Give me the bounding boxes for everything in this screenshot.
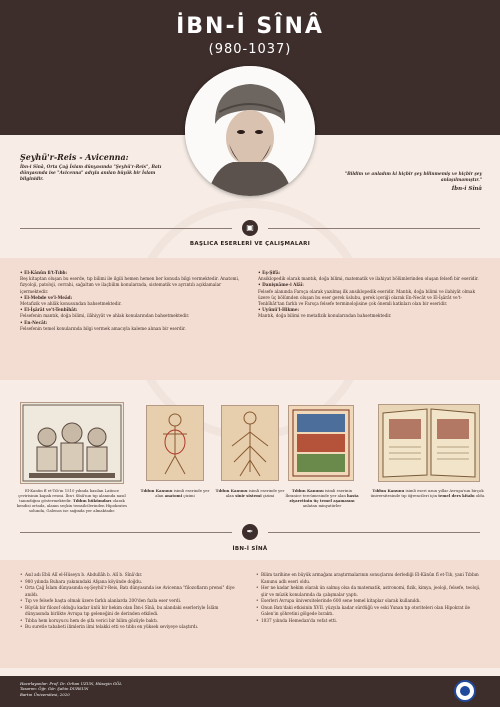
university-logo	[454, 680, 476, 702]
list-item: • Her ne kadar hekim olarak ün salmış olsa da matematik, astronomi, fizik, kimya, jeoloji, felsefe, teoloji, şiir ve müzik konularında da çalışmalar yaptı.	[256, 585, 482, 598]
nervous-system-drawing-image	[221, 405, 279, 481]
list-item: • Asıl adı Ebû Alî el-Hüseyn b. Abdullâh b. Alî b. Sînâ'dır.	[20, 572, 242, 579]
gallery-caption: Tıbbın Kanunu isimli eserinin İbranice tercümesinde yer alan hasta ziyaretinin üç temel aşamasını anlatan minyatürler	[285, 488, 359, 508]
work-name: • Eş-Şifâ:	[258, 270, 281, 275]
book-icon: ▣	[242, 220, 258, 236]
list-item: • Bu suretle tababeti ilimlerin ilmi telakki etti ve tıbbı en yüksek seviyeye ulaştırdı.	[20, 624, 242, 631]
portrait-image	[185, 66, 315, 196]
work-item	[258, 307, 480, 319]
work-desc: Mantık, doğa bilimi ve metafizik konularından bahsetmektedir.	[258, 313, 392, 319]
work-desc: Felsefenin mantık, doğa bilimi, ilâhiyyât ve ahlak konularından bahsetmektedir.	[20, 313, 190, 319]
gallery-caption: Tıbbın Kanunu isimli eserinde yer alan anatomi çizimi	[140, 488, 210, 498]
work-name: • El-İşârât ve't-Tenbîhât:	[20, 307, 78, 313]
work-desc: Beş kitaptan oluşan bu eserde, tıp bilimi ile ilgili hemen hemen her konuda bilgi vermektedir. Anatomi, fizyoloji, patoloji, cerrahi, sağaltım ve ilaçbilim konularında, sistematik ve ayrıntılı açıklamalar içermektedir.	[20, 276, 240, 294]
miniature-image	[288, 405, 354, 481]
intro-heading: Şeyhü'r-Reis - Avicenna:	[20, 152, 129, 162]
credit-design: Tasarım: Öğr. Gör. Şahin DURSUN	[20, 686, 89, 692]
work-desc: Ansiklopedik olarak mantık, doğa bilimi, matematik ve ilahiyat bölümlerinden oluşan felsefi bir eseridir.	[258, 276, 479, 282]
feather-icon: ✒	[242, 524, 258, 540]
work-item	[20, 295, 240, 307]
intro-text: İbn-i Sînâ, Orta Çağ İslam dünyasında "Şeyhü'r-Reis", Batı dünyasında ise "Avicenna" adıyla anılan büyük bir İslam bilginidir.	[20, 165, 162, 182]
credit-authors: Hazırlayanlar: Prof. Dr. Orhan UZUN, Hüseyin GÖL	[20, 681, 122, 686]
work-desc: Metafizik ve ahlâk konusundan bahsetmektedir.	[20, 301, 122, 307]
gallery-caption: El-Kanûn fî et-Tıb'ın 1510 yılında basılan Latince çevirisinin kapak resmi. İbn-i Sînâ'nın tıp alanında nasıl tanındığını göstermektedir. Tıbbın hükümdarı olarak kendisi ortada, alanın seçkin temsilcilerinden Hipokrates solunda, Galenos ise sağında yer almaktadır.	[16, 488, 128, 513]
list-item: • Tıbba hem koruyucu hem de şifa verici bir bilim gözüyle baktı.	[20, 618, 242, 625]
gallery-caption: Tıbbın Kanunu isimli eserinde yer alan sinir sistemi çizimi	[215, 488, 285, 498]
work-name: • El-Mebde ve'l-Meâd:	[20, 294, 73, 300]
work-item	[20, 320, 240, 332]
quote-block	[340, 172, 482, 192]
work-name: • Uyûnü'l-Hikme:	[258, 307, 300, 313]
list-item: • Tıp ve felsefe başta olmak üzere farklı alanlarda 200'den fazla eser verdi.	[20, 598, 242, 605]
footer	[0, 676, 500, 707]
list-item: • Eserleri Avrupa üniversitelerinde 600 sene temel kitaplar olarak kullanıldı.	[256, 598, 482, 605]
works-right-column	[258, 270, 480, 320]
anatomy-drawing-image	[146, 405, 204, 481]
work-name: • Danişnâme-i Alâî:	[258, 282, 304, 288]
bio-left-list	[20, 572, 242, 631]
book-cover-image	[20, 402, 124, 484]
quote-author: İbn-i Sînâ	[451, 186, 482, 192]
credit-institution: Bartın Üniversitesi, 2020	[20, 691, 70, 697]
list-item: • 1037 yılında Hemedan'da vefat etti.	[256, 618, 482, 625]
open-book-image	[378, 404, 480, 482]
work-desc: Felsefe alanında Farsça olarak yazılmış ilk ansiklopedik eseridir. Mantık, doğa bilimi ve ilahiyât olmak üzere üç bölümden oluşan bu eser gerek üslubu, gerek içeriği olarak En-Necât ve El-İşârât ve't-Tenbîhât'tan farklı ve Farsça felsefe terminolojisine çok önemli katkıları olan bir eseridir.	[258, 288, 475, 307]
work-desc: Felsefenin temel konularında bilgi vermek amacıyla kaleme alınan bir eserdir.	[20, 325, 186, 331]
work-name: • El-Kânûn fi't-Tıbb:	[20, 270, 68, 275]
page-title: İBN-İ SÎNÂ	[176, 14, 324, 39]
list-item: • Büyük bir filozof olduğu kadar ünlü bir hekim olan İbn-i Sînâ, bu alandaki eserleriyle İslâm dünyasında birlikte Avrupa tıp geleneğini de derinden etkiledi.	[20, 605, 242, 618]
work-item	[258, 282, 480, 307]
page-years: (980-1037)	[208, 42, 292, 57]
quote-text: "Bildim ve anladım ki hiçbir şey bilinmemiş ve hiçbir şey anlaşılmamıştır."	[344, 172, 482, 183]
bio-right-list	[256, 572, 482, 624]
bio-rule-left	[20, 532, 232, 533]
list-item: • Onun Batı'daki etkisinin XVII. yüzyıla kadar sürdüğü ve eski Yunan tıp otoriteleri olan Hipokrat ile Galen'in şöhretini gölgede bıraktı.	[256, 605, 482, 618]
work-item	[20, 270, 240, 295]
works-rule-right	[268, 228, 480, 229]
works-rule-left	[20, 228, 232, 229]
list-item: • 980 yılında Buhara yakınındaki Afşana köyünde doğdu.	[20, 579, 242, 586]
gallery-caption: Tıbbın Kanunu isimli eseri uzun yıllar Avrupa'nın birçok üniversitesinde tıp öğrencileri için temel ders kitabı oldu.	[370, 488, 486, 498]
works-title: BAŞLICA ESERLERİ VE ÇALIŞMALARI	[189, 241, 311, 247]
work-name: • En-Necât:	[20, 319, 48, 325]
bio-title: İBN-İ SÎNÂ	[232, 546, 268, 552]
credits	[20, 681, 122, 697]
list-item: • Orta Çağ İslam dünyasında eş-Şeyhü'r-Reis, Batı dünyasında ise Avicenna "filozofların prensi" diye anıldı.	[20, 585, 242, 598]
work-item	[20, 307, 240, 319]
list-item: • Bilim tarihine en büyük armağanı araştırmalarının sonuçlarını derlediği El-Kânûn fî et-Tıb, yani Tıbbın Kanunu adlı eseri oldu.	[256, 572, 482, 585]
work-item	[258, 270, 480, 282]
bio-rule-right	[268, 532, 480, 533]
works-left-column	[20, 270, 240, 332]
intro-block	[20, 152, 170, 183]
